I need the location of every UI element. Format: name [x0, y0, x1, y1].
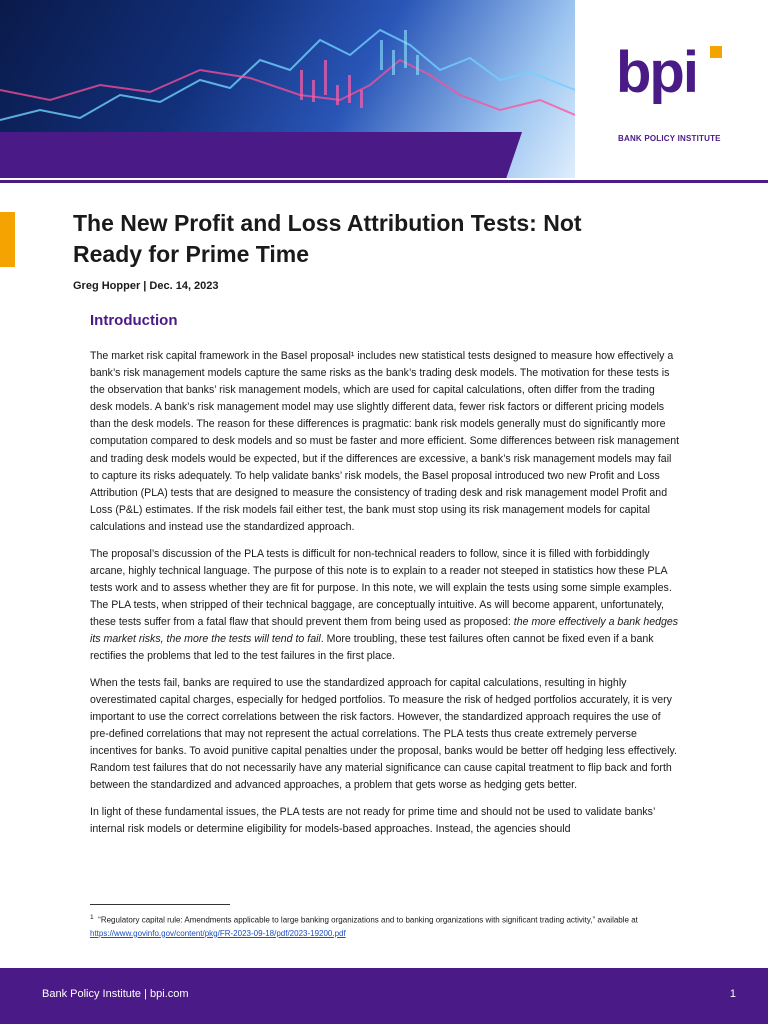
paragraph-2	[90, 546, 680, 666]
footnote-divider	[90, 904, 230, 905]
article-body	[90, 348, 680, 848]
section-heading: Introduction	[90, 312, 178, 329]
paragraph-2-start: The proposal’s discussion of the PLA tests is difficult for non-technical readers to follow, since it is filled with forbiddingly arcane, highly technical language. The purpose of this note is to explain to a reader not steeped in statistics how these PLA tests work and to assess whether they are fit for purpose. In this note, we will explain the tests using some simple examples. The PLA tests, when stripped of their technical baggage, are conceptually intuitive. As will become apparent, unfortunately, these tests suffer from a fatal flaw that should prevent them from being used as proposed:	[90, 547, 672, 628]
bpi-logo[interactable]	[616, 40, 726, 154]
header-divider-line	[0, 180, 768, 183]
byline: Greg Hopper | Dec. 14, 2023	[73, 280, 219, 292]
paragraph-2-end: . More troubling, these test failures often cannot be fixed even if a bank rectifies the problems that led to the test failures in the first place.	[90, 633, 654, 663]
page-number: 1	[729, 988, 736, 1000]
page-title: The New Profit and Loss Attribution Tests: Not Ready for Prime Time	[73, 210, 582, 267]
paragraph-3: When the tests fail, banks are required to use the standardized approach for capital calculations, resulting in highly overestimated capital charges, especially for hedged portfolios. To measure the risk of hedged portfolios accurately, it is very important to use the correct correlations between the risk factors. However, the standardized approach requires the use of pre-defined correlations that may not represent the actual correlations. The PLA tests thus create extremely perverse incentives for banks. To avoid punitive capital penalties under the proposal, banks would be better off hedging less effectively. Random test failures that do not necessarily have any material significance can cause capital treatment to flip back and forth between the standardized and advanced approaches, a problem that gets worse as hedging gets better.	[90, 676, 677, 792]
logo-accent-square	[710, 46, 722, 58]
logo-wordmark: bpi	[616, 40, 697, 105]
footnote	[90, 911, 690, 940]
footnote-number: 1	[90, 914, 94, 921]
header-purple-band	[0, 132, 522, 178]
footer-org-link[interactable]: Bank Policy Institute | bpi.com	[42, 988, 189, 1000]
page-footer	[0, 968, 768, 1024]
paragraph-4: In light of these fundamental issues, the PLA tests are not ready for prime time and should not be used to validate banks’ internal risk models or determine eligibility for models-based approaches. Instead, the agencies should	[90, 805, 655, 835]
logo-subtitle: BANK POLICY INSTITUTE	[618, 134, 721, 143]
paragraph-2-emphasis: the more effectively a bank hedges its market risks, the more the tests will tend to fail	[90, 615, 679, 645]
footnote-link[interactable]: https://www.govinfo.gov/content/pkg/FR-2023-09-18/pdf/2023-19200.pdf	[90, 928, 346, 938]
paragraph-1: The market risk capital framework in the Basel proposal¹ includes new statistical tests designed to measure how effectively a bank’s risk management models capture the same risks as the bank’s trading desk models. The motivation for these tests is the observation that banks’ risk management models, which are used for capital calculations, often differ from the trading desk models. A bank’s risk management model may use slightly different data, fewer risk factors or different pricing models than the desk models. The reason for these differences is pragmatic: bank risk models generally must do significantly more computation compared to desk models and so must be faster and more efficient. Some differences between risk management and trading desk models would be expected, but if the differences are excessive, a bank’s risk management models may fail to capture its risks adequately. To help validate banks’ risk models, the Basel proposal introduced two new Profit and Loss Attribution (PLA) tests that are designed to measure the consistency of trading desk and risk management model Profit and Loss (P&L) estimates. If the risk models fail either test, the bank must stop using its risk management models for capital calculations and instead use the standardized approach.	[90, 350, 680, 533]
title-accent-bar	[0, 212, 15, 267]
footnote-text: “Regulatory capital rule: Amendments applicable to large banking organizations and to banking organizations with significant trading activity,” available at	[98, 915, 638, 925]
